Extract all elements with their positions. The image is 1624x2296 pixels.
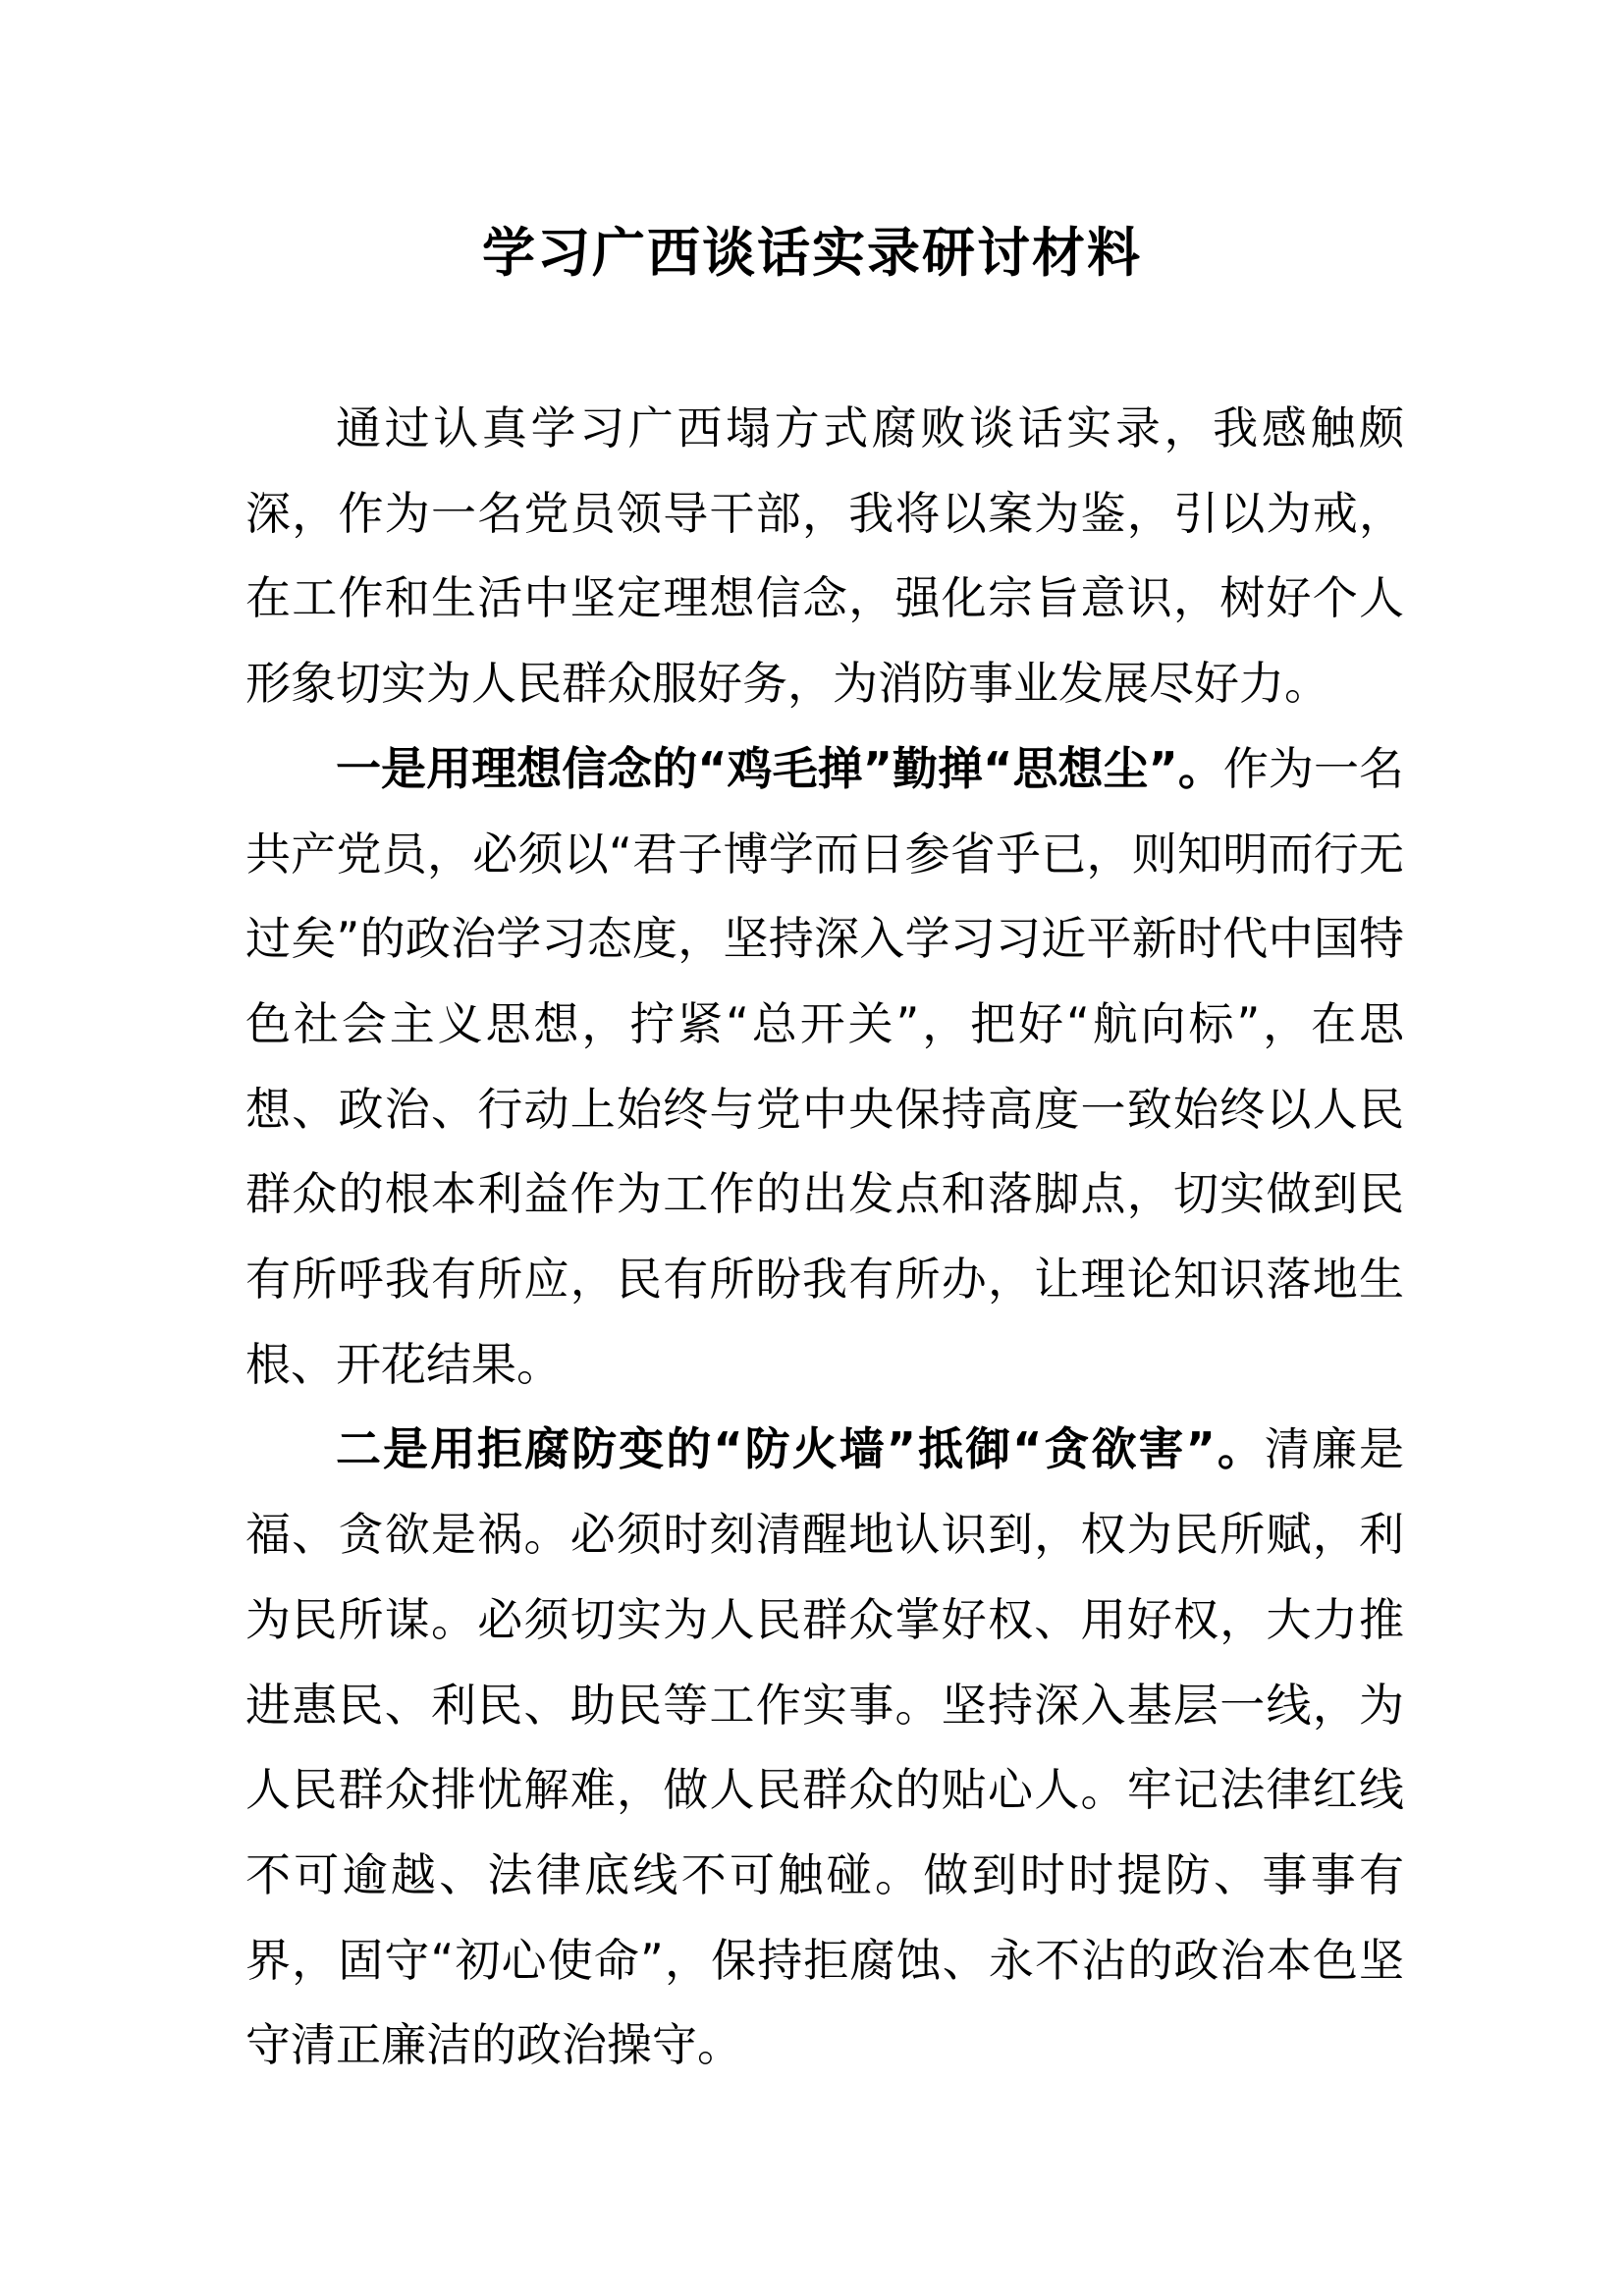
paragraph-intro: [245, 386, 1404, 726]
paragraph-point-one: [245, 726, 1404, 1408]
paragraph-text: 清廉是福、贪欲是祸。必须时刻清醒地认识到，权为民所赋，利为民所谋。必须切实为人民群众掌好权、用好权，大力推进惠民、利民、助民等工作实事。坚持深入基层一线，为人民群众排忧解难，做人民群众的贴心人。牢记法律红线不可逾越、法律底线不可触碰。做到时时提防、事事有界，固守“初心使命”，保持拒腐蚀、永不沾的政治本色坚守清正廉洁的政治操守。: [245, 1422, 1404, 2072]
document-title: 学习广西谈话实录研讨材料: [482, 221, 1142, 284]
paragraph-lead: 二是用拒腐防变的“防火墙”抵御“贪欲害”。: [336, 1422, 1265, 1476]
document-body: [245, 386, 1404, 2088]
paragraph-text: 通过认真学习广西塌方式腐败谈话实录，我感触颇深，作为一名党员领导干部，我将以案为鉴，引以为戒，在工作和生活中坚定理想信念，强化宗旨意识，树好个人形象切实为人民群众服好务，为消防事业发展尽好力。: [245, 401, 1404, 711]
paragraph-point-two: [245, 1407, 1404, 2088]
paragraph-lead: 一是用理想信念的“鸡毛掸”勤掸“思想尘”。: [336, 741, 1223, 795]
paragraph-text: 作为一名共产党员，必须以“君子博学而日参省乎已，则知明而行无过矣”的政治学习态度，坚持深入学习习近平新时代中国特色社会主义思想，拧紧“总开关”，把好“航向标”，在思想、政治、行动上始终与党中央保持高度一致始终以人民群众的根本利益作为工作的出发点和落脚点，切实做到民有所呼我有所应，民有所盼我有所办，让理论知识落地生根、开花结果。: [245, 741, 1404, 1391]
